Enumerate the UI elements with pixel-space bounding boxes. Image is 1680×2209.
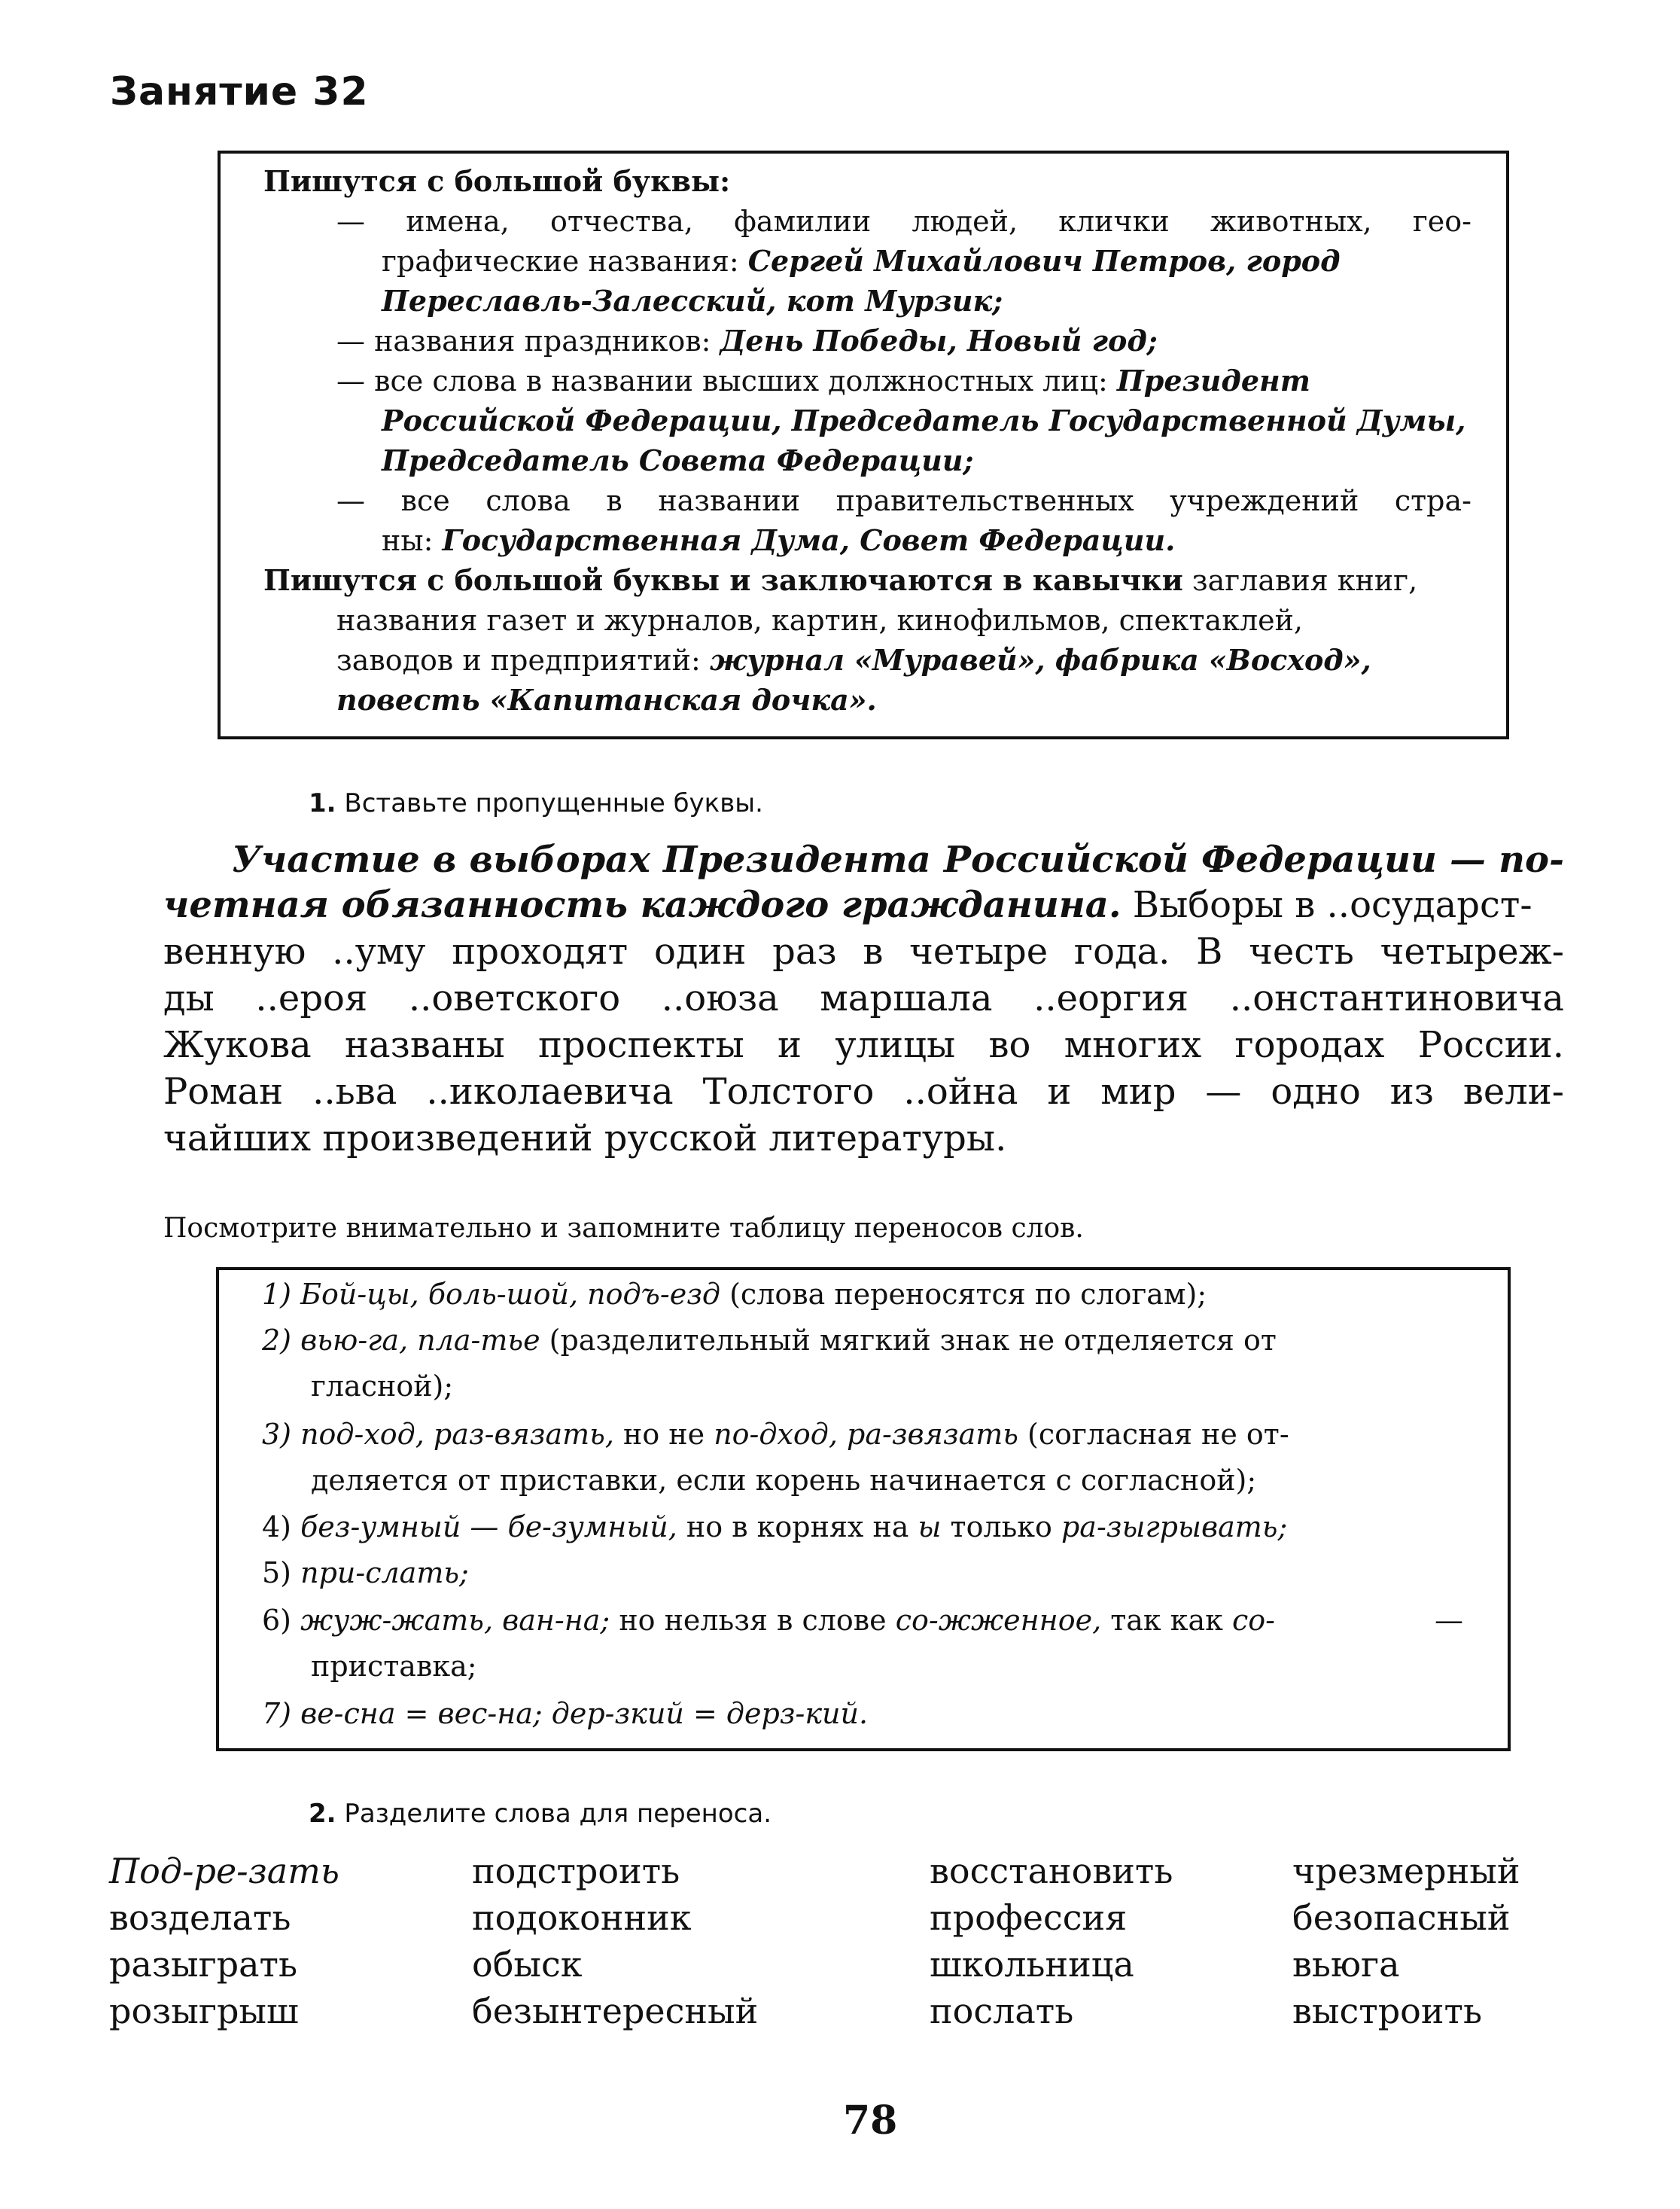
hyphen-text: но в корнях на [677,1510,918,1543]
hyphen-text: но не [613,1418,714,1451]
word-list-item: вьюга [1292,1944,1400,1985]
rule-item-officials-line2: Российской Федерации, Председатель Государственной Думы, [382,404,1466,437]
hyphen-rule-3-line1 [262,1420,1289,1449]
word-list-item: розыгрыш [109,1991,299,2031]
exercise1-line2 [163,884,1532,926]
rule-text: ны: [382,524,443,557]
exercise1-line5: Жукова названы проспекты и улицы во многих городах России. [163,1024,1564,1066]
task-number: 1. [309,788,336,818]
task2-instruction [309,1799,772,1829]
task-text: Разделите слова для переноса. [344,1799,772,1829]
hyphen-number: 4) [262,1510,301,1543]
rule-text: заводов и предприятий: [336,644,710,677]
exercise1-line4: ды ..ероя ..оветского ..оюза маршала ..еоргия ..онстантиновича [163,977,1564,1019]
rule-titles-line2: названия газет и журналов, картин, кинофильмов, спектаклей, [336,604,1303,637]
exercise-text: Выборы в ..осударст- [1121,884,1532,926]
hyphen-example: ы [918,1510,942,1543]
rule-item-institutions-line1: — все слова в названии правительственных учреждений стра- [336,484,1472,517]
rule-text: — названия праздников: [336,324,720,358]
word-list-item: обыск [472,1944,583,1985]
hyphen-rule-6-dash: — [1435,1604,1463,1637]
rule-example: Президент [1116,364,1310,398]
hyphen-rule-4 [262,1510,1288,1543]
rule-example: День Победы, Новый год; [720,324,1158,358]
exercise1-line7: чайших произведений русской литературы. [163,1117,1007,1159]
hyphen-example: по-дход, ра-звязать [714,1418,1018,1451]
hyphen-text: (разделительный мягкий знак не отделяется от [540,1324,1277,1357]
word-list-item: возделать [109,1897,291,1938]
hyphen-example: при-слать; [300,1556,469,1589]
hyphen-example: жуж-жать, ван-на; [300,1604,610,1637]
hyphen-text: (слова переносятся по слогам); [720,1278,1207,1311]
hyphen-rule-1 [262,1280,1207,1309]
exercise1-line1: Участие в выборах Президента Российской Федерации — по- [232,839,1564,881]
rule-text: — все слова в названии высших должностных лиц: [336,364,1117,398]
hyphen-rule-2-line1 [262,1324,1277,1357]
word-list-item: Под-ре-зать [109,1851,339,1891]
rule-item-names-line1: — имена, отчества, фамилии людей, клички животных, гео- [336,205,1472,238]
word-list-item: подоконник [472,1897,692,1938]
rule-text: заглавия книг, [1182,564,1418,597]
hyphen-text: только [941,1510,1061,1543]
hyphen-rule-2-line2: гласной); [311,1370,454,1403]
hyphen-rule-5 [262,1558,469,1587]
rule-item-names-line2 [382,244,1472,278]
hyphen-example: 1) Бой-цы, боль-шой, подъ-езд [262,1278,721,1311]
rule-item-officials-line3: Председатель Совета Федерации; [382,443,974,477]
rule-item-officials-line1 [336,364,1310,398]
task1-instruction [309,788,763,818]
word-list-item: выстроить [1292,1991,1483,2031]
rule-text: графические названия: [382,245,748,278]
exercise1-line3: венную ..уму проходят один раз в четыре года. В честь четыреж- [163,931,1564,973]
rule-item-names-line3: Переславль-Залесский, кот Мурзик; [382,284,1003,318]
hyphen-rule-6-line2: приставка; [311,1650,477,1683]
hyphen-example: со-жженное, [895,1604,1102,1637]
hyphen-example: 3) под-ход, раз-вязать, [262,1418,614,1451]
rules-heading-1: Пишутся с большой буквы: [263,164,731,198]
rules-heading-2 [263,563,1418,597]
word-list-item: разыграть [109,1944,298,1985]
word-list-item: безопасный [1292,1897,1511,1938]
rule-heading-bold: Пишутся с большой буквы и заключаются в кавычки [263,563,1183,597]
exercise1-line6: Роман ..ьва ..иколаевича Толстого ..ойна и мир — одно из вели- [163,1071,1564,1113]
word-list-item: послать [930,1991,1074,2031]
task-number: 2. [309,1799,336,1829]
rule-example: Сергей Михайлович Петров, город [747,244,1341,278]
hyphen-example: ра-зыгрывать; [1061,1510,1288,1543]
hyphen-example: без-умный — бе-зумный, [300,1510,677,1543]
hyphen-text: но нельзя в слове [610,1604,896,1637]
rule-example: журнал «Муравей», фабрика «Восход», [709,643,1371,677]
word-list-item: безынтересный [472,1991,759,2031]
word-list-item: профессия [930,1897,1128,1938]
hyphen-rule-7: 7) ве-сна = вес-на; дер-зкий = дерз-кий. [262,1697,869,1730]
rule-example: Государственная Дума, Совет Федерации. [442,523,1176,557]
task-text: Вставьте пропущенные буквы. [344,788,763,818]
hyphen-text: (согласная не от- [1018,1418,1289,1451]
page-title: Занятие 32 [110,69,369,114]
hyphen-rule-6-line1 [262,1606,1275,1635]
rule-titles-line3 [336,643,1371,677]
hyphen-number: 6) [262,1604,301,1637]
word-list-item: восстановить [930,1851,1173,1891]
hyphen-example: 2) вью-га, пла-тье [262,1324,540,1357]
rule-item-institutions-line2 [382,523,1176,557]
exercise-italic: четная обязанность каждого гражданина. [163,884,1122,926]
hyphen-example: со- [1231,1604,1275,1637]
page-number: 78 [843,2098,898,2143]
rule-titles-line4: повесть «Капитанская дочка». [336,683,877,717]
hyphen-text: так как [1101,1604,1232,1637]
word-list-item: чрезмерный [1292,1851,1520,1891]
hyphenation-intro: Посмотрите внимательно и запомните таблицу переносов слов. [163,1213,1084,1244]
word-list-item: подстроить [472,1851,680,1891]
word-list-item: школьница [930,1944,1134,1985]
hyphen-number: 5) [262,1556,301,1589]
rule-item-holidays [336,324,1158,358]
hyphen-rule-3-line2: деляется от приставки, если корень начинается с согласной); [311,1464,1257,1497]
